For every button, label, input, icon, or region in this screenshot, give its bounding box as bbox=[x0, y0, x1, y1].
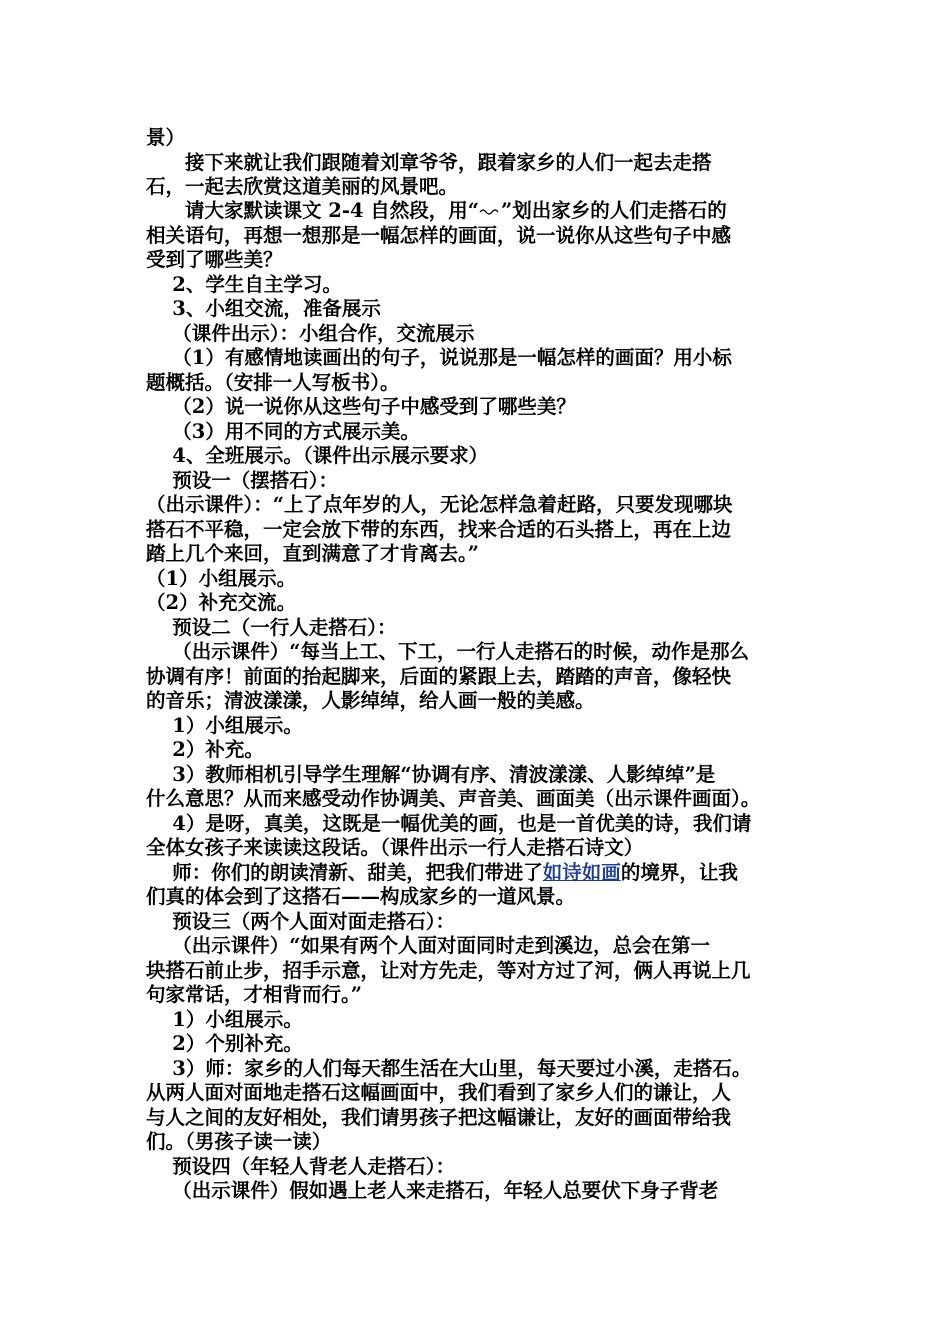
text-line: （出示课件）：“上了点年岁的人，无论怎样急着赶路，只要发现哪块 bbox=[146, 493, 733, 516]
text-line: （1）小组展示。 bbox=[146, 567, 297, 590]
text-line: （1）有感情地读画出的句子，说说那是一幅怎样的画面？用小标 bbox=[146, 346, 732, 369]
text-line: （出示课件）“如果有两个人面对面同时走到溪边，总会在第一 bbox=[146, 934, 711, 957]
text-line: 句家常话，才相背而行。” bbox=[146, 983, 362, 1006]
text-line: 3）师：家乡的人们每天都生活在大山里，每天要过小溪，走搭石。 bbox=[146, 1057, 752, 1080]
text-line: 预设一（摆搭石）： bbox=[146, 469, 339, 492]
text-line: （3）用不同的方式展示美。 bbox=[146, 420, 420, 443]
text-line: 与人之间的友好相处，我们请男孩子把这幅谦让，友好的画面带给我 bbox=[146, 1106, 732, 1129]
text-line: 协调有序！前面的抬起脚来，后面的紧跟上去，踏踏的声音，像轻快 bbox=[146, 665, 732, 688]
text-segment: 师：你们的朗读清新、甜美，把我们带进了 bbox=[146, 861, 543, 884]
text-line: 们。（男孩子读一读） bbox=[146, 1130, 332, 1153]
text-line: （2）补充交流。 bbox=[146, 591, 297, 614]
text-line: 2、学生自主学习。 bbox=[146, 273, 342, 296]
poem-link[interactable]: 如诗如画 bbox=[542, 861, 621, 884]
text-line: 题概括。（安排一人写板书）。 bbox=[146, 371, 400, 394]
text-line bbox=[146, 199, 727, 223]
text-line: 4、全班展示。（课件出示展示要求） bbox=[146, 444, 489, 467]
text-line: 全体女孩子来读读这段话。（课件出示一行人走搭石诗文） bbox=[146, 836, 644, 859]
text-segment: 的境界，让我 bbox=[620, 861, 738, 884]
text-line: 的音乐；清波漾漾，人影绰绰，给人画一般的美感。 bbox=[146, 689, 595, 712]
text-line: 接下来就让我们跟随着刘章爷爷，跟着家乡的人们一起去走搭 bbox=[146, 151, 712, 174]
text-line: 石，一起去欣赏这道美丽的风景吧。 bbox=[146, 175, 459, 198]
text-line: 1）小组展示。 bbox=[146, 1008, 303, 1031]
text-line: 3）教师相机引导学生理解“协调有序、清波漾漾、人影绰绰”是 bbox=[146, 763, 716, 786]
text-line: 预设四（年轻人背老人走搭石）： bbox=[146, 1155, 456, 1178]
text-segment: 请大家默读课文 2-4 自然段，用“ bbox=[146, 199, 480, 222]
text-line: 踏上几个来回，直到满意了才肯离去。” bbox=[146, 542, 479, 565]
text-line: （课件出示）：小组合作，交流展示 bbox=[146, 322, 475, 345]
text-line: 2）个别补充。 bbox=[146, 1032, 303, 1055]
text-line: 预设二（一行人走搭石）： bbox=[146, 616, 397, 639]
text-line: （2）说一说你从这些句子中感受到了哪些美？ bbox=[146, 395, 576, 418]
text-line: 什么意思？从而来感受动作协调美、声音美、画面美（出示课件画面）。 bbox=[146, 787, 761, 810]
text-line: 2）补充。 bbox=[146, 738, 264, 761]
text-segment: ”划出家乡的人们走搭石的 bbox=[501, 199, 727, 222]
text-line: 1）小组展示。 bbox=[146, 714, 303, 737]
text-line: 受到了哪些美？ bbox=[146, 248, 283, 271]
text-line: 相关语句，再想一想那是一幅怎样的画面，说一说你从这些句子中感 bbox=[146, 224, 732, 247]
text-line: 3、小组交流，准备展示 bbox=[146, 297, 381, 320]
text-line: 景） bbox=[146, 126, 186, 149]
text-line: （出示课件）“每当上工、下工，一行人走搭石的时候，动作是那么 bbox=[146, 640, 750, 663]
text-line: 预设三（两个人面对面走搭石）： bbox=[146, 910, 456, 933]
text-line: 搭石不平稳，一定会放下带的东西，找来合适的石头搭上，再在上边 bbox=[146, 518, 732, 541]
text-line: 块搭石前止步，招手示意，让对方先走，等对方过了河，俩人再说上几 bbox=[146, 959, 751, 982]
wavy-underline-mark bbox=[479, 207, 501, 217]
text-line: 从两人面对面地走搭石这幅画面中，我们看到了家乡人们的谦让，人 bbox=[146, 1081, 732, 1104]
text-line bbox=[146, 861, 738, 885]
text-line: 们真的体会到了这搭石——构成家乡的一道风景。 bbox=[146, 885, 576, 908]
text-line: 4）是呀，真美，这既是一幅优美的画，也是一首优美的诗，我们请 bbox=[146, 812, 752, 835]
text-line: （出示课件）假如遇上老人来走搭石，年轻人总要伏下身子背老 bbox=[146, 1179, 719, 1202]
